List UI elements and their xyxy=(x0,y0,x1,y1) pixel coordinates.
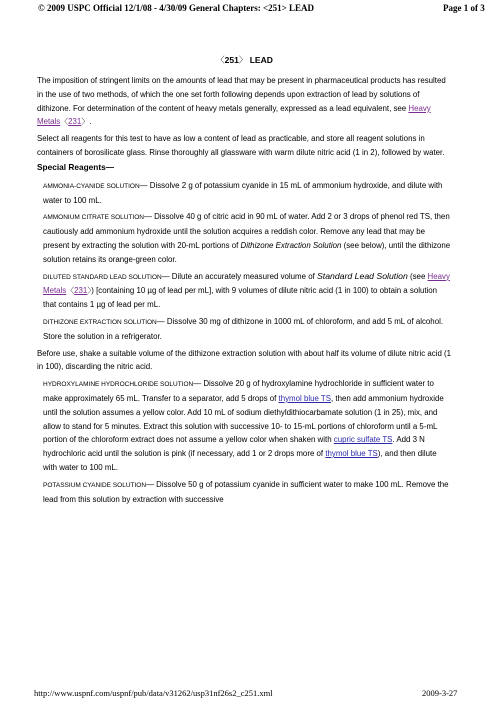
reagent-ammonia-cyanide xyxy=(37,179,452,208)
reagent-label: HYDROXYLAMINE HYDROCHLORIDE SOLUTION xyxy=(43,381,194,389)
special-reagents-heading: Special Reagents— xyxy=(37,161,115,172)
title-number: 251 xyxy=(224,55,239,65)
heavy-metals-link[interactable]: Heavy Metals xyxy=(43,271,450,296)
reagent-text: ), and then dilute with water to 100 mL. xyxy=(43,449,437,472)
heavy-metals-link[interactable]: Heavy Metals xyxy=(37,103,431,127)
page-footer-url: http://www.uspnf.com/uspnf/pub/data/v31262/usp31nf26s2_c251.xml xyxy=(34,688,273,698)
reagent-text: , then add ammonium hydroxide until the solution assumes a yellow color. Add 10 mL of sodium diethyldithiocarbamate solution (1 in 25), mix, and allow to stand for 5 minutes. Extract this solution with successive 10- to 15-mL portions of chloroform until a 5-mL portion of the chloroform extract does not assume a yellow color when shaken with xyxy=(43,393,444,445)
reagent-text: — Dissolve 2 g of potassium cyanide in 15 mL of ammonium hydroxide, and dilute with water to 100 mL. xyxy=(43,180,443,205)
page-number: Page 1 of 3 xyxy=(443,3,485,13)
chapter-231-link[interactable]: 231 xyxy=(68,117,82,127)
reagent-reference: Dithizone Extraction Solution xyxy=(240,240,342,250)
page-footer-date: 2009-3-27 xyxy=(422,688,458,698)
reagent-text: — Dissolve 50 g of potassium cyanide in sufficient water to make 100 mL. Remove the lead from this solution by extraction with successive xyxy=(43,479,449,504)
cupric-sulfate-ts-link[interactable]: cupric sulfate TS xyxy=(333,435,393,445)
reagent-text: — Dissolve 40 g of citric acid in 90 mL of water. Add 2 or 3 drops of phenol red TS, then cautiously add ammonium hydroxide until the solution acquires a reddish color. Remove any lead that may be present by extracting the solution with 20-mL portions of xyxy=(43,212,450,250)
reagent-reference: Standard Lead Solution xyxy=(316,270,408,281)
ref-bracket-close: 〉. xyxy=(81,117,92,127)
chapter-231-link[interactable]: 231 xyxy=(74,286,88,296)
reagent-text: — Dissolve 30 mg of dithizone in 1000 mL of chloroform, and add 5 mL of alcohol. Store the solution in a refrigerator. xyxy=(43,316,444,341)
dithizone-usage-paragraph: Before use, shake a suitable volume of the dithizone extraction solution with about half its volume of dilute nitric acid (1 in 100), discarding the nitric acid. xyxy=(37,348,452,372)
reagent-text: (see xyxy=(407,271,428,281)
reagent-label: DITHIZONE EXTRACTION SOLUTION xyxy=(43,318,157,326)
reagent-label: DILUTED STANDARD LEAD SOLUTION xyxy=(43,273,162,281)
reagent-label: AMMONIUM CITRATE SOLUTION xyxy=(43,214,144,222)
ref-bracket-open: 〈 xyxy=(66,286,75,296)
title-bracket-open: 〈 xyxy=(216,55,225,65)
document-body xyxy=(37,55,452,506)
reagent-label: POTASSIUM CYANIDE SOLUTION xyxy=(43,481,147,489)
reagent-hydroxylamine-hydrochloride xyxy=(37,377,452,475)
reagent-dithizone-extraction xyxy=(37,315,452,344)
page-header-title: © 2009 USPC Official 12/1/08 - 4/30/09 General Chapters: <251> LEAD xyxy=(38,3,314,13)
reagent-diluted-standard-lead xyxy=(37,270,452,312)
intro-text: The imposition of stringent limits on the amounts of lead that may be present in pharmaceutical products has resulted in the use of two methods, of which the one set forth following depends upon extraction of lead by solutions of dithizone. For determination of the content of heavy metals generally, expressed as a lead equivalent, see xyxy=(37,76,446,113)
reagent-text: (see below), until the dithizone solution retains its orange-green color. xyxy=(43,240,451,264)
ref-bracket-close: 〉 xyxy=(87,286,92,296)
chapter-title xyxy=(37,55,452,66)
reagent-text: — Dilute an accurately measured volume of xyxy=(161,271,317,281)
reagent-text: ) [containing 10 µg of lead per mL], with 9 volumes of dilute nitric acid (1 in 100) to obtain a solution that contains 1 µg of lead per mL. xyxy=(43,286,438,310)
intro-paragraph-1 xyxy=(37,74,452,129)
reagent-ammonium-citrate xyxy=(37,210,452,266)
thymol-blue-ts-link[interactable]: thymol blue TS xyxy=(278,393,332,403)
thymol-blue-ts-link[interactable]: thymol blue TS xyxy=(325,449,378,459)
title-name: LEAD xyxy=(249,55,273,65)
title-bracket-close: 〉 xyxy=(238,55,248,65)
reagent-text: — Dissolve 20 g of hydroxylamine hydrochloride in sufficient water to make approximately 65 mL. Transfer to a separator, add 5 drops of xyxy=(43,379,434,403)
intro-paragraph-2: Select all reagents for this test to have as low a content of lead as practicable, and store all reagent solutions in containers of borosilicate glass. Rinse thoroughly all glassware with warm dilute nitric acid (1 in 2), followed by water. xyxy=(37,134,445,157)
ref-bracket-open: 〈 xyxy=(60,117,69,127)
reagent-label: AMMONIA-CYANIDE SOLUTION xyxy=(43,182,140,190)
reagent-text: . Add 3 N hydrochloric acid until the solution is pink (if necessary, add 1 or 2 drops more of xyxy=(43,435,425,459)
reagent-potassium-cyanide xyxy=(37,478,452,507)
